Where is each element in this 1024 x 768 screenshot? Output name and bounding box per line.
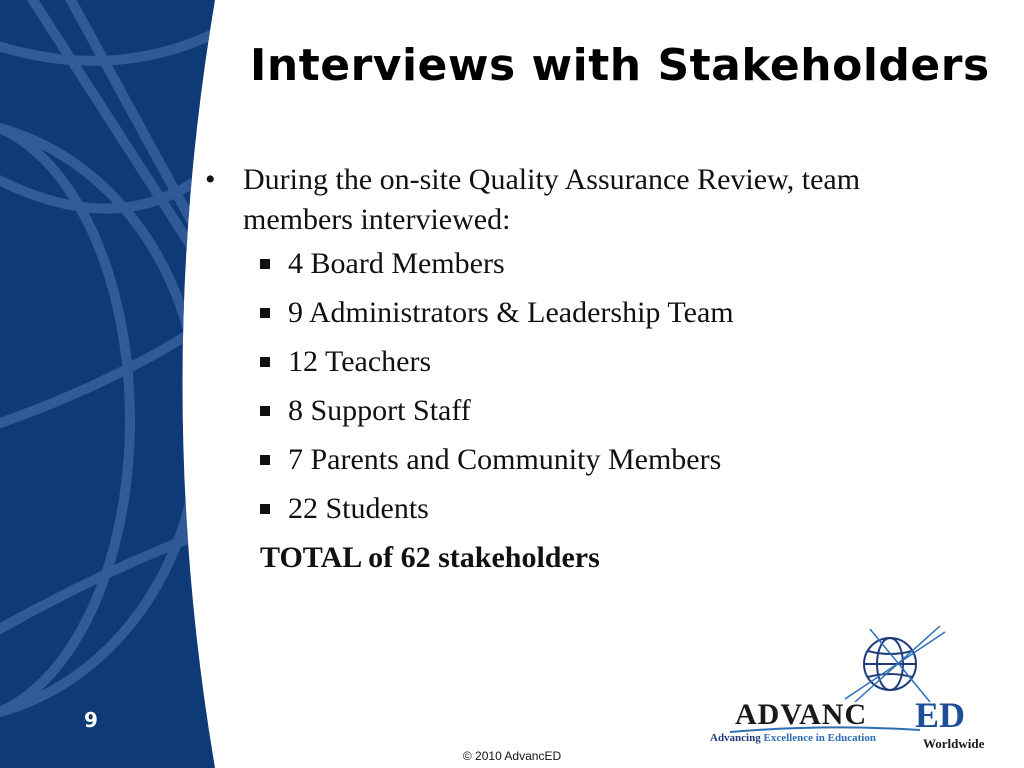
list-item: 7 Parents and Community Members [260, 442, 965, 478]
logo-wordmark-ed: ED [915, 695, 966, 735]
square-bullet-icon [260, 357, 270, 367]
slide-content [205, 160, 965, 576]
square-bullet-icon [260, 504, 270, 514]
square-bullet-icon [260, 308, 270, 318]
list-item: 8 Support Staff [260, 393, 965, 429]
square-bullet-icon [260, 455, 270, 465]
logo-tagline: Advancing Excellence in Education [710, 732, 876, 744]
total-line: TOTAL of 62 stakeholders [260, 541, 600, 574]
globe-logo-icon [840, 624, 950, 704]
intro-text: During the on-site Quality Assurance Review, team members interviewed: [243, 163, 861, 236]
logo-worldwide: Worldwide [923, 736, 985, 751]
stakeholder-list [205, 246, 965, 527]
slide-number: 9 [84, 708, 98, 732]
advanced-logo [705, 624, 1010, 754]
slide-title: Interviews with Stakeholders [250, 40, 990, 91]
list-item: 12 Teachers [260, 344, 965, 380]
copyright-footer: © 2010 AdvancED [462, 749, 562, 763]
bullet-dot-icon: • [205, 163, 216, 196]
list-item: 4 Board Members [260, 246, 965, 282]
decorative-globe-panel [0, 0, 240, 768]
intro-bullet [205, 160, 965, 240]
list-item: 9 Administrators & Leadership Team [260, 295, 965, 331]
logo-wordmark: ADVANC [735, 698, 868, 731]
square-bullet-icon [260, 259, 270, 269]
list-item: 22 Students [260, 491, 965, 527]
square-bullet-icon [260, 406, 270, 416]
